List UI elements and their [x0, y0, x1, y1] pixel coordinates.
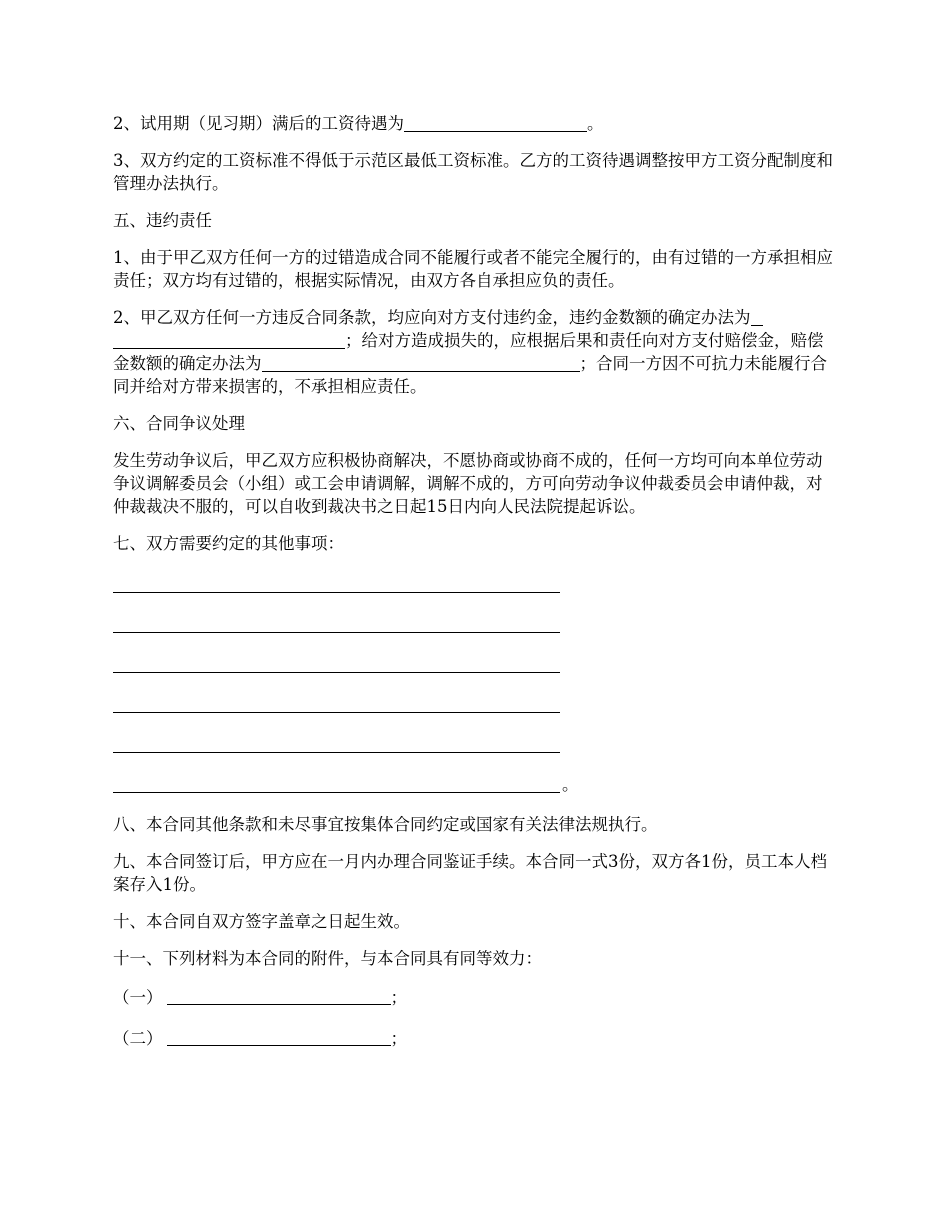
fill-blank[interactable] — [113, 591, 560, 593]
attachment-item — [113, 986, 838, 1009]
clause-10: 十、本合同自双方签字盖章之日起生效。 — [113, 912, 410, 931]
fill-blank[interactable] — [113, 791, 560, 793]
clause-8: 八、本合同其他条款和未尽事宜按集体合同约定或国家有关法律法规执行。 — [113, 815, 658, 834]
compensation-method-blank[interactable] — [262, 370, 580, 372]
clause-text: 2、试用期（见习期）满后的工资待遇为 — [113, 114, 404, 133]
breach-part-1: 2、甲乙双方任何一方违反合同条款，均应向对方支付违约金，违约金数额的确定办法为 — [113, 308, 751, 327]
other-matters-line-last[interactable] — [113, 771, 838, 793]
section-heading-other-matters: 七、双方需要约定的其他事项： — [113, 534, 344, 553]
fill-blank[interactable] — [113, 671, 560, 673]
other-matters-line[interactable] — [113, 611, 838, 633]
other-matters-line[interactable] — [113, 731, 838, 753]
fill-blank[interactable] — [113, 751, 560, 753]
attachment-blank[interactable] — [167, 1003, 391, 1005]
penalty-method-blank-start[interactable] — [751, 324, 763, 326]
breach-clause-2 — [113, 306, 838, 398]
other-matters-line[interactable] — [113, 571, 838, 593]
attachment-blank[interactable] — [167, 1044, 391, 1046]
section-heading-breach: 五、违约责任 — [113, 211, 212, 230]
dispute-clause: 发生劳动争议后，甲乙双方应积极协商解决，不愿协商或协商不成的，任何一方均可向本单位劳动争议调解委员会（小组）或工会申请调解，调解不成的，方可向劳动争议仲裁委员会申请仲裁，对仲裁裁决不服的，可以自收到裁决书之日起15日内向人民法院提起诉讼。 — [113, 451, 823, 516]
clause-9: 九、本合同签订后，甲方应在一月内办理合同鉴证手续。本合同一式3份，双方各1份，员工本人档案存入1份。 — [113, 852, 827, 894]
wage-blank[interactable] — [404, 130, 587, 132]
contract-page — [113, 112, 838, 1068]
breach-clause-1: 1、由于甲乙双方任何一方的过错造成合同不能履行或者不能完全履行的，由有过错的一方承担相应责任；双方均有过错的，根据实际情况，由双方各自承担应负的责任。 — [113, 248, 833, 290]
attachment-end: ； — [390, 1029, 407, 1048]
attachment-item — [113, 1027, 838, 1050]
other-matters-line[interactable] — [113, 651, 838, 673]
attachment-label: （一） — [113, 988, 163, 1007]
clause-11: 十一、下列材料为本合同的附件，与本合同具有同等效力： — [113, 949, 542, 968]
line-end: 。 — [562, 775, 579, 794]
wage-standard-clause: 3、双方约定的工资标准不得低于示范区最低工资标准。乙方的工资待遇调整按甲方工资分配制度和管理办法执行。 — [113, 151, 833, 193]
breach-part-2: ；给对方造成损失的，应根据后果和责任向对方支付赔偿金，赔偿金数额的确定办法为 — [113, 331, 824, 373]
breach-part-3: ；合同一方因不可抗力未能履行合同并给对方带来损害的，不承担相应责任。 — [113, 354, 827, 396]
attachment-end: ； — [390, 988, 407, 1007]
section-heading-dispute: 六、合同争议处理 — [113, 414, 245, 433]
attachment-label: （二） — [113, 1029, 163, 1048]
other-matters-line[interactable] — [113, 691, 838, 713]
clause-end: 。 — [587, 114, 604, 133]
wage-after-probation-clause — [113, 112, 838, 135]
fill-blank[interactable] — [113, 711, 560, 713]
fill-blank[interactable] — [113, 631, 560, 633]
penalty-method-blank[interactable] — [113, 347, 345, 349]
